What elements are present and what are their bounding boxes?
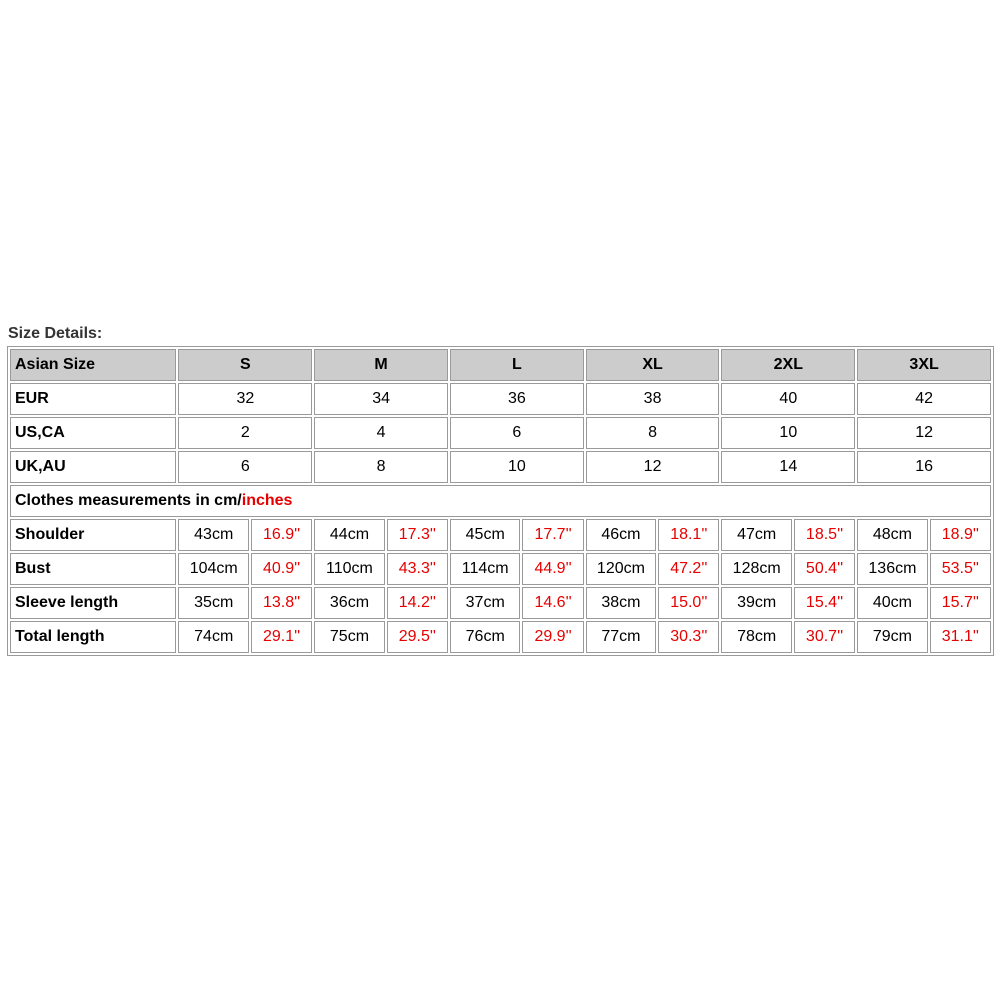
measurement-inches: 14.6'' xyxy=(522,587,583,619)
measurements-heading-prefix: Clothes measurements in cm/ xyxy=(15,492,242,509)
row-label: UK,AU xyxy=(10,451,176,483)
conversion-value: 38 xyxy=(586,383,720,415)
measurement-cm: 38cm xyxy=(586,587,656,619)
measurement-cm: 110cm xyxy=(314,553,384,585)
measurement-inches: 17.7'' xyxy=(522,519,583,551)
measurements-heading xyxy=(10,485,991,517)
conversion-value: 36 xyxy=(450,383,584,415)
conversion-value: 12 xyxy=(586,451,720,483)
size-header-xl: XL xyxy=(586,349,720,381)
size-header-2xl: 2XL xyxy=(721,349,855,381)
measurement-cm: 36cm xyxy=(314,587,384,619)
size-header-s: S xyxy=(178,349,312,381)
header-row xyxy=(10,349,991,381)
measurement-inches: 14.2'' xyxy=(387,587,448,619)
measurement-cm: 44cm xyxy=(314,519,384,551)
measurement-cm: 39cm xyxy=(721,587,791,619)
measurement-inches: 29.5'' xyxy=(387,621,448,653)
measurement-cm: 75cm xyxy=(314,621,384,653)
measurement-cm: 114cm xyxy=(450,553,520,585)
row-label: Shoulder xyxy=(10,519,176,551)
measurement-inches: 40.9'' xyxy=(251,553,312,585)
measurement-cm: 74cm xyxy=(178,621,248,653)
measurement-cm: 43cm xyxy=(178,519,248,551)
conversion-value: 10 xyxy=(721,417,855,449)
size-details-title: Size Details: xyxy=(8,325,103,342)
measurement-inches: 18.9'' xyxy=(930,519,991,551)
measurement-cm: 78cm xyxy=(721,621,791,653)
measurement-cm: 79cm xyxy=(857,621,927,653)
measurement-inches: 29.1'' xyxy=(251,621,312,653)
conversion-value: 6 xyxy=(178,451,312,483)
conversion-value: 2 xyxy=(178,417,312,449)
measurement-inches: 30.7'' xyxy=(794,621,855,653)
measurement-inches: 53.5'' xyxy=(930,553,991,585)
measurement-cm: 47cm xyxy=(721,519,791,551)
row-label: Sleeve length xyxy=(10,587,176,619)
conversion-value: 10 xyxy=(450,451,584,483)
conversion-row-eur xyxy=(10,383,991,415)
measurement-row-sleeve-length xyxy=(10,587,991,619)
measurement-inches: 29.9'' xyxy=(522,621,583,653)
conversion-value: 42 xyxy=(857,383,991,415)
measurement-cm: 45cm xyxy=(450,519,520,551)
conversion-value: 8 xyxy=(586,417,720,449)
measurement-inches: 31.1'' xyxy=(930,621,991,653)
conversion-value: 8 xyxy=(314,451,448,483)
measurement-inches: 50.4'' xyxy=(794,553,855,585)
size-header-3xl: 3XL xyxy=(857,349,991,381)
row-label: Bust xyxy=(10,553,176,585)
measurements-heading-inches: inches xyxy=(241,492,293,509)
measurement-row-shoulder xyxy=(10,519,991,551)
measurement-cm: 104cm xyxy=(178,553,248,585)
row-label: EUR xyxy=(10,383,176,415)
measurement-cm: 48cm xyxy=(857,519,927,551)
measurement-cm: 128cm xyxy=(721,553,791,585)
measurement-inches: 47.2'' xyxy=(658,553,719,585)
measurement-inches: 13.8'' xyxy=(251,587,312,619)
conversion-value: 14 xyxy=(721,451,855,483)
size-details-section xyxy=(7,322,994,656)
size-chart-body xyxy=(10,349,991,653)
measurement-cm: 76cm xyxy=(450,621,520,653)
measurement-inches: 15.0'' xyxy=(658,587,719,619)
measurement-cm: 136cm xyxy=(857,553,927,585)
size-header-m: M xyxy=(314,349,448,381)
row-label: US,CA xyxy=(10,417,176,449)
measurement-inches: 17.3'' xyxy=(387,519,448,551)
conversion-row-us-ca xyxy=(10,417,991,449)
size-chart-table xyxy=(7,346,994,656)
header-label: Asian Size xyxy=(10,349,176,381)
conversion-value: 16 xyxy=(857,451,991,483)
measurements-heading-row xyxy=(10,485,991,517)
measurement-cm: 46cm xyxy=(586,519,656,551)
conversion-value: 12 xyxy=(857,417,991,449)
row-label: Total length xyxy=(10,621,176,653)
measurement-cm: 40cm xyxy=(857,587,927,619)
measurement-inches: 15.7'' xyxy=(930,587,991,619)
size-header-l: L xyxy=(450,349,584,381)
conversion-value: 6 xyxy=(450,417,584,449)
measurement-cm: 77cm xyxy=(586,621,656,653)
measurement-inches: 30.3'' xyxy=(658,621,719,653)
measurement-inches: 18.1'' xyxy=(658,519,719,551)
conversion-row-uk-au xyxy=(10,451,991,483)
measurement-inches: 44.9'' xyxy=(522,553,583,585)
measurement-inches: 43.3'' xyxy=(387,553,448,585)
measurement-row-total-length xyxy=(10,621,991,653)
measurement-inches: 15.4'' xyxy=(794,587,855,619)
measurement-inches: 16.9'' xyxy=(251,519,312,551)
conversion-value: 4 xyxy=(314,417,448,449)
conversion-value: 34 xyxy=(314,383,448,415)
measurement-row-bust xyxy=(10,553,991,585)
conversion-value: 32 xyxy=(178,383,312,415)
measurement-cm: 37cm xyxy=(450,587,520,619)
measurement-inches: 18.5'' xyxy=(794,519,855,551)
conversion-value: 40 xyxy=(721,383,855,415)
measurement-cm: 120cm xyxy=(586,553,656,585)
measurement-cm: 35cm xyxy=(178,587,248,619)
